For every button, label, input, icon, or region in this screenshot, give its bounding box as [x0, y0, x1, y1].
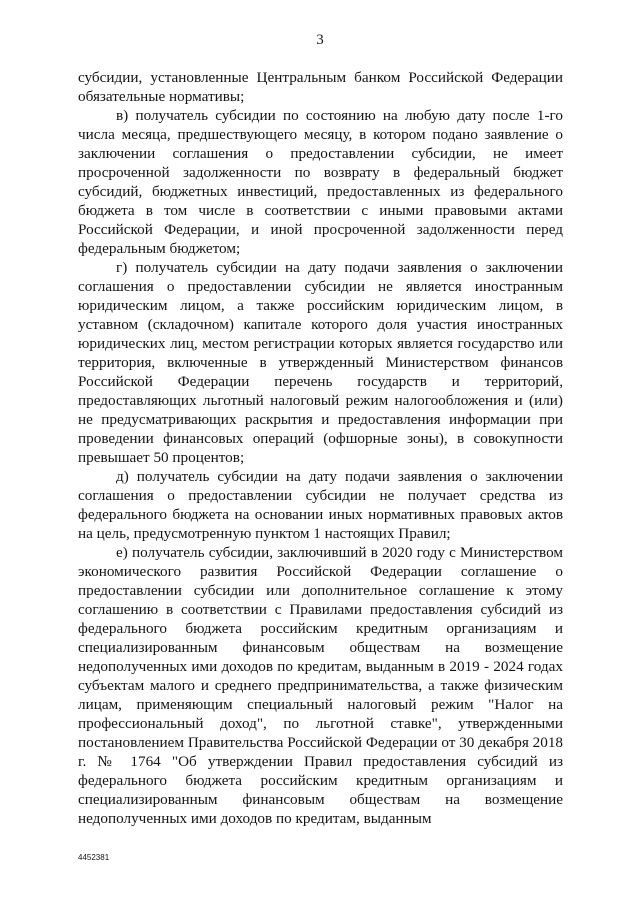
- paragraph-item-d: д) получатель субсидии на дату подачи заявления о заключении соглашения о предоставлении субсидии не получает средства из федерального бюджета на основании иных нормативных правовых актов на цель, предусмотренную пунктом 1 настоящих Правил;: [78, 468, 563, 542]
- body-text: [78, 68, 563, 828]
- page-number: 3: [316, 32, 324, 48]
- paragraph-item-e: е) получатель субсидии, заключивший в 2020 году с Министерством экономического развития Российской Федерации соглашение о предоставлении субсидии или дополнительное соглашение к этому соглашению в соответствии с Правилами предоставления субсидий из федерального бюджета российским кредитным организациям и специализированным финансовым обществам на возмещение недополученных ими доходов по кредитам, выданным в 2019 - 2024 годах субъектам малого и среднего предпринимательства, а также физическим лицам, применяющим специальный налоговый режим "Налог на профессиональный доход", по льготной ставке", утвержденными постановлением Правительства Российской Федерации от 30 декабря 2018 г. № 1764 "Об утверждении Правил предоставления субсидий из федерального бюджета российским кредитным организациям и специализированным финансовым обществам на возмещение недополученных ими доходов по кредитам, выданным: [78, 544, 564, 827]
- paragraph-continuation: субсидии, установленные Центральным банком Российской Федерации обязательные нормативы;: [78, 69, 563, 105]
- paragraph-item-g: г) получатель субсидии на дату подачи заявления о заключении соглашения о предоставлении субсидии не является иностранным юридическим лицом, а также российским юридическим лицом, в уставном (складочном) капитале которого доля участия иностранных юридических лиц, местом регистрации которых является государство или территория, включенные в утвержденный Министерством финансов Российской Федерации перечень государств и территорий, предоставляющих льготный налоговый режим налогообложения и (или) не предусматривающих раскрытия и предоставления информации при проведении финансовых операций (офшорные зоны), в совокупности превышает 50 процентов;: [78, 259, 563, 466]
- document-code: 4452381: [78, 853, 110, 862]
- paragraph-item-v: в) получатель субсидии по состоянию на любую дату после 1-го числа месяца, предшествующего месяцу, в котором подано заявление о заключении соглашения о предоставлении субсидии, не имеет просроченной задолженности по возврату в федеральный бюджет субсидий, бюджетных инвестиций, предоставленных из федерального бюджета в том числе в соответствии с иными правовыми актами Российской Федерации, и иной просроченной задолженности перед федеральным бюджетом;: [78, 107, 563, 257]
